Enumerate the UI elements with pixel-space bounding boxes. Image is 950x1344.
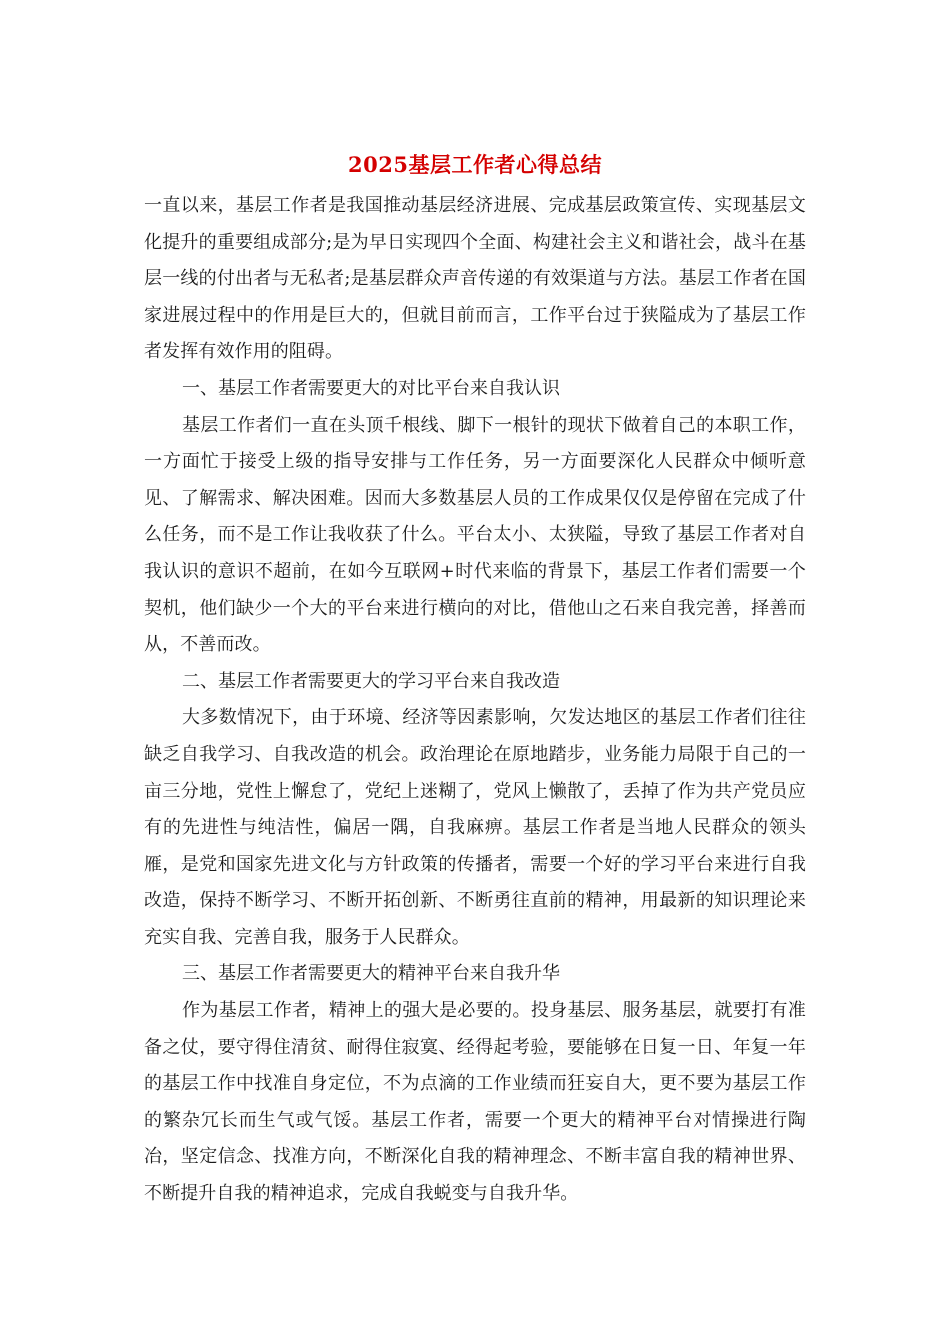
section-heading-1: 一、基层工作者需要更大的对比平台来自我认识 — [182, 377, 560, 399]
document-title: 2025基层工作者心得总结 — [348, 152, 602, 177]
intro-paragraph: 一直以来，基层工作者是我国推动基层经济进展、完成基层政策宣传、实现基层文化提升的重要组成部分;是为早日实现四个全面、构建社会主义和谐社会，战斗在基层一线的付出者与无私者;是基层群众声音传递的有效渠道与方法。基层工作者在国家进展过程中的作用是巨大的，但就目前而言，工作平台过于狭隘成为了基层工作者发挥有效作用的阻碍。 — [144, 195, 806, 363]
section-heading-2: 二、基层工作者需要更大的学习平台来自我改造 — [182, 670, 560, 692]
document-page — [144, 150, 806, 1213]
section-paragraph-1: 基层工作者们一直在头顶千根线、脚下一根针的现状下做着自己的本职工作，一方面忙于接受上级的指导安排与工作任务，另一方面要深化人民群众中倾听意见、了解需求、解决困难。因而大多数基层人员的工作成果仅仅是停留在完成了什么任务，而不是工作让我收获了什么。平台太小、太狭隘，导致了基层工作者对自我认识的意识不超前，在如今互联网+时代来临的背景下，基层工作者们需要一个契机，他们缺少一个大的平台来进行横向的对比，借他山之石来自我完善，择善而从，不善而改。 — [144, 414, 806, 656]
section-paragraph-3: 作为基层工作者，精神上的强大是必要的。投身基层、服务基层，就要打有准备之仗，要守得住清贫、耐得住寂寞、经得起考验，要能够在日复一日、年复一年的基层工作中找准自身定位，不为点滴的工作业绩而狂妄自大，更不要为基层工作的繁杂冗长而生气或气馁。基层工作者，需要一个更大的精神平台对情操进行陶冶，坚定信念、找准方向，不断深化自我的精神理念、不断丰富自我的精神世界、不断提升自我的精神追求，完成自我蜕变与自我升华。 — [144, 1000, 806, 1205]
section-paragraph-2: 大多数情况下，由于环境、经济等因素影响，欠发达地区的基层工作者们往往缺乏自我学习、自我改造的机会。政治理论在原地踏步，业务能力局限于自己的一亩三分地，党性上懈怠了，党纪上迷糊了，党风上懒散了，丢掉了作为共产党员应有的先进性与纯洁性，偏居一隅，自我麻痹。基层工作者是当地人民群众的领头雁，是党和国家先进文化与方针政策的传播者，需要一个好的学习平台来进行自我改造，保持不断学习、不断开拓创新、不断勇往直前的精神，用最新的知识理论来充实自我、完善自我，服务于人民群众。 — [144, 707, 806, 948]
section-heading-3: 三、基层工作者需要更大的精神平台来自我升华 — [182, 963, 560, 985]
